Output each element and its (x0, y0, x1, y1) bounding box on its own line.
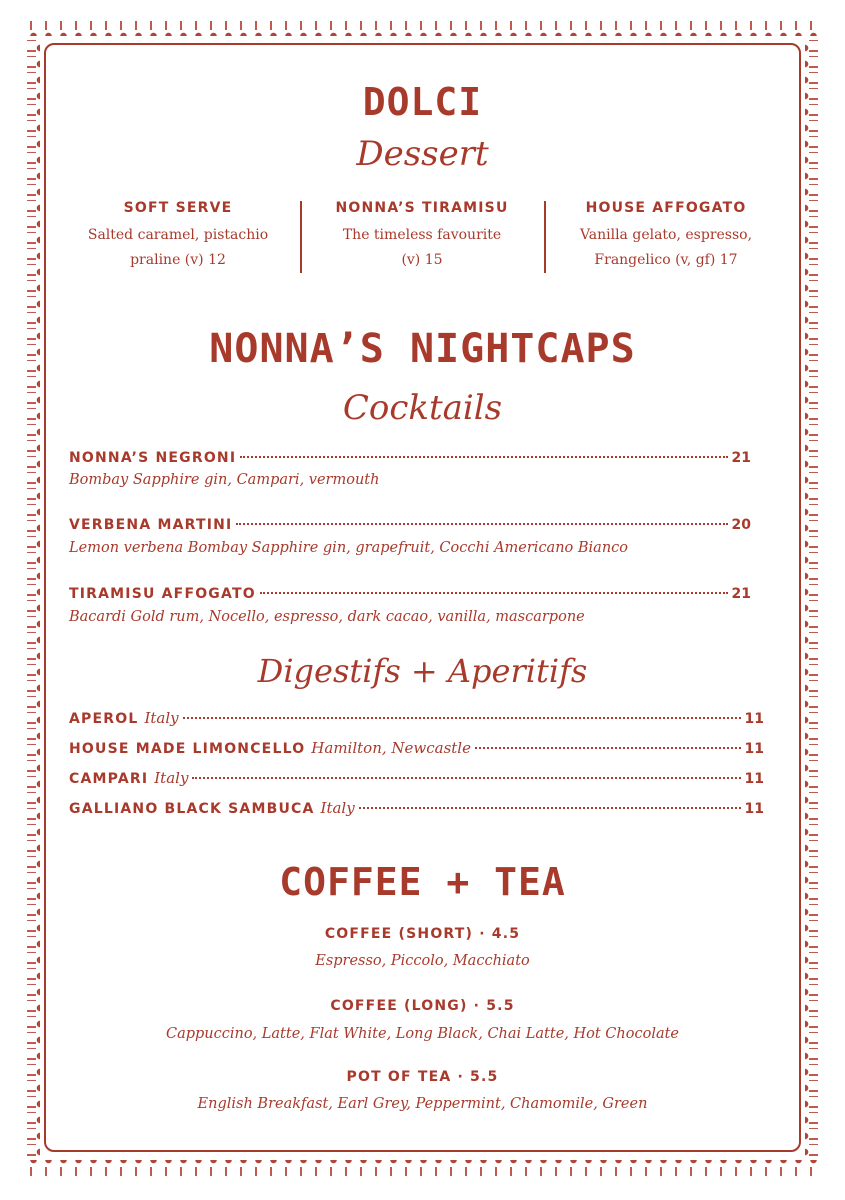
dessert-desc-line: praline (v) 12 (130, 252, 226, 268)
digestif-price: 11 (744, 711, 764, 727)
digestif-price: 11 (744, 741, 764, 757)
digestif-row (69, 739, 764, 757)
dolci-subtitle: Dessert (356, 134, 489, 174)
dessert-item (546, 200, 786, 273)
coffee-item-name: POT OF TEA · 5.5 (346, 1069, 499, 1085)
dessert-name: SOFT SERVE (123, 200, 233, 216)
coffee-item-name: COFFEE (SHORT) · 4.5 (324, 926, 521, 942)
dot-leader (240, 456, 727, 458)
cocktail-name: NONNA’S NEGRONI (69, 450, 237, 466)
digestif-name: HOUSE MADE LIMONCELLO (69, 741, 306, 757)
cocktail-price: 21 (731, 450, 751, 466)
digestif-price: 11 (744, 771, 764, 787)
digestif-name: CAMPARI (69, 771, 149, 787)
dolci-title: DOLCI (362, 80, 483, 124)
digestif-origin: Hamilton, Newcastle (311, 739, 471, 757)
coffee-item-desc: English Breakfast, Earl Grey, Peppermint, Chamomile, Green (197, 1096, 648, 1112)
digestif-price: 11 (744, 801, 764, 817)
cocktail-desc: Bacardi Gold rum, Nocello, espresso, dark cacao, vanilla, mascarpone (69, 609, 585, 625)
cocktail-desc: Lemon verbena Bombay Sapphire gin, grapefruit, Cocchi Americano Bianco (69, 540, 629, 556)
cocktail-desc: Bombay Sapphire gin, Campari, vermouth (69, 472, 380, 488)
digestif-name: APEROL (69, 711, 139, 727)
decorative-border-right (805, 40, 821, 1160)
cocktail-name: TIRAMISU AFFOGATO (69, 586, 256, 602)
cocktail-row (69, 586, 751, 602)
coffee-item-desc: Cappuccino, Latte, Flat White, Long Black, Chai Latte, Hot Chocolate (165, 1026, 680, 1042)
dot-leader (260, 592, 728, 594)
decorative-border-bottom (26, 1160, 819, 1178)
digestif-origin: Italy (154, 769, 189, 787)
dot-leader (359, 807, 741, 809)
dessert-desc-line: Salted caramel, pistachio (87, 227, 269, 243)
dot-leader (475, 747, 741, 749)
dessert-name: NONNA’S TIRAMISU (335, 200, 509, 216)
cocktail-row (69, 517, 751, 533)
dessert-desc-line: (v) 15 (401, 252, 443, 268)
nightcaps-title: NONNA’S NIGHTCAPS (209, 326, 636, 372)
cocktails-subtitle: Cocktails (342, 388, 503, 428)
dessert-item (302, 200, 542, 273)
digestifs-subtitle: Digestifs + Aperitifs (257, 652, 588, 690)
dot-leader (183, 717, 741, 719)
decorative-border-left (24, 40, 40, 1160)
digestif-origin: Italy (320, 799, 355, 817)
decorative-border-top (26, 18, 819, 36)
cocktail-price: 20 (731, 517, 751, 533)
digestif-name: GALLIANO BLACK SAMBUCA (69, 801, 315, 817)
cocktail-price: 21 (731, 586, 751, 602)
digestif-origin: Italy (144, 709, 179, 727)
coffee-item-name: COFFEE (LONG) · 5.5 (330, 998, 515, 1014)
digestif-row (69, 769, 764, 787)
coffee-title: COFFEE + TEA (279, 860, 566, 904)
coffee-item-desc: Espresso, Piccolo, Macchiato (315, 953, 530, 969)
dessert-desc-line: The timeless favourite (342, 227, 502, 243)
cocktail-row (69, 450, 751, 466)
digestif-row (69, 709, 764, 727)
dessert-item (58, 200, 298, 273)
dot-leader (192, 777, 740, 779)
digestif-row (69, 799, 764, 817)
dot-leader (236, 523, 727, 525)
dessert-desc-line: Vanilla gelato, espresso, (579, 227, 753, 243)
dessert-name: HOUSE AFFOGATO (585, 200, 747, 216)
cocktail-name: VERBENA MARTINI (69, 517, 233, 533)
dessert-desc-line: Frangelico (v, gf) 17 (594, 252, 738, 268)
